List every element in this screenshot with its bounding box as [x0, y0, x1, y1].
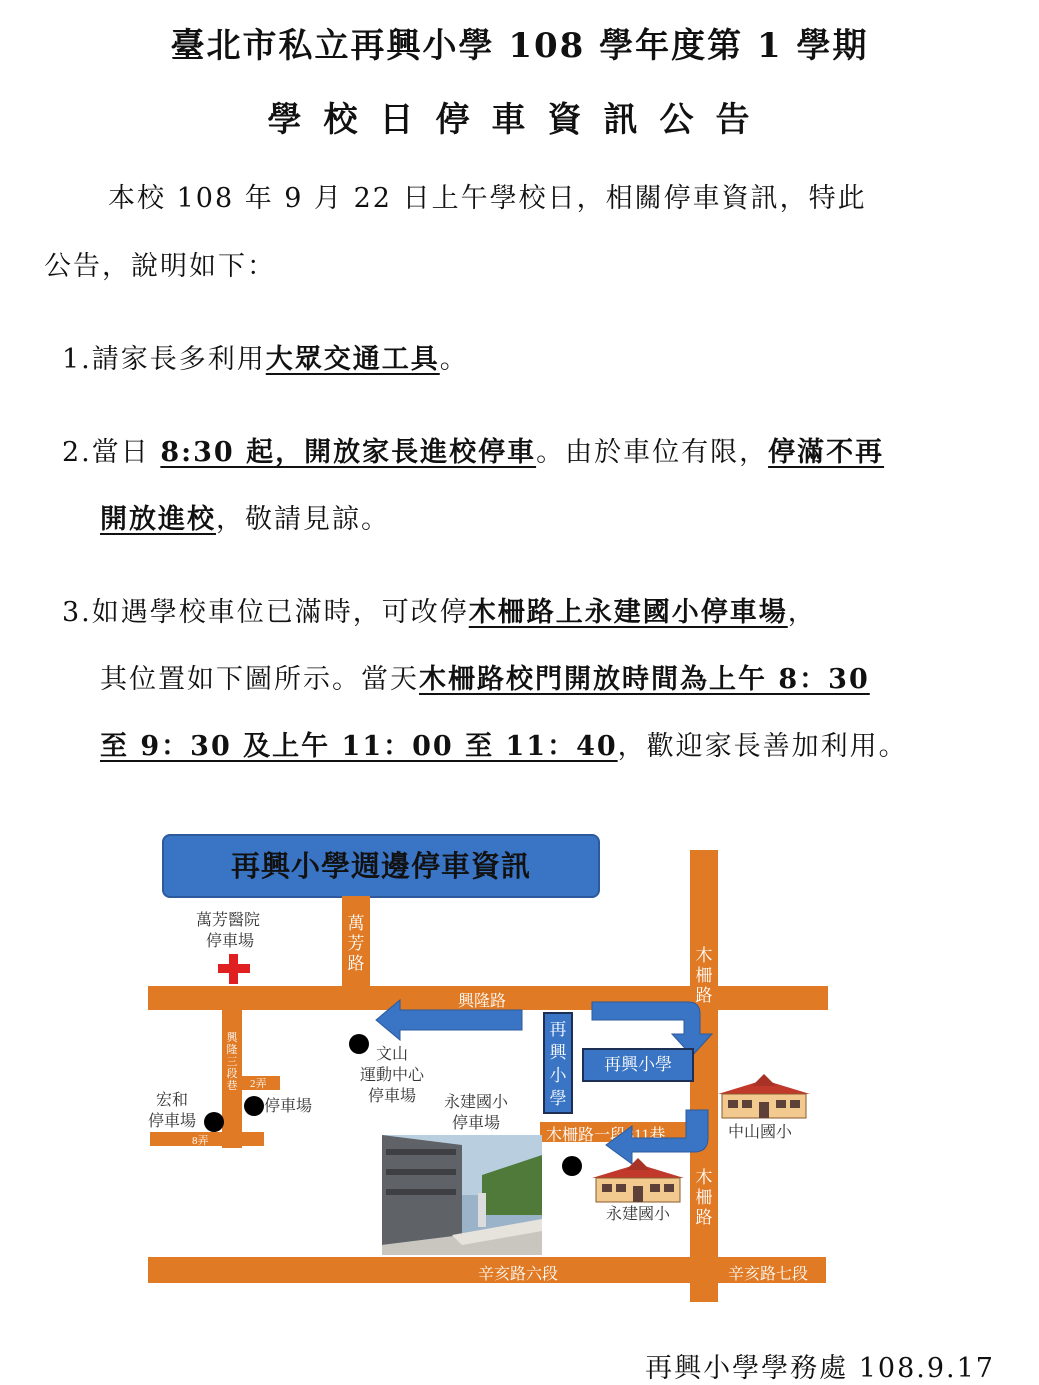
- arrow-left-bottom: [606, 1110, 708, 1164]
- zhongshan-school-icon: [718, 1072, 810, 1120]
- item-3-number: 3.: [62, 597, 92, 628]
- item-3-line-2: [100, 657, 870, 696]
- item-1: [62, 337, 469, 376]
- footer-signature: 再興小學學務處 108.9.17: [645, 1353, 995, 1384]
- item-1-emphasis: 大眾交通工具: [265, 344, 440, 375]
- item-2-text-a: 當日: [91, 437, 161, 468]
- intro-line-2: 公告，說明如下：: [44, 251, 276, 282]
- school-horizontal-box: 再興小學: [582, 1048, 694, 1082]
- item-3-line-3: [100, 724, 908, 763]
- alley-label: 興隆三段巷: [226, 1032, 238, 1092]
- school-vertical-box: 再興小學: [543, 1012, 573, 1114]
- item-2-emphasis-b: 停滿不再: [768, 437, 885, 468]
- yongjian-parking-label: 永建國小 停車場: [444, 1094, 509, 1132]
- item-3-text-c: 其位置如下圖所示。當天: [100, 664, 419, 695]
- sports-center-label: 文山 運動中心 停車場: [359, 1046, 424, 1105]
- lane-8-label: 8弄: [192, 1135, 209, 1147]
- hongho-parking-dot: [204, 1112, 224, 1132]
- item-3-emphasis-b: 木柵路校門開放時間為上午 8：30: [419, 664, 870, 695]
- item-2-emphasis-c: 開放進校: [100, 504, 216, 535]
- item-2-text-b: 。由於車位有限，: [536, 437, 769, 468]
- zhongshan-label: 中山國小: [728, 1124, 793, 1141]
- item-3-line-1: [62, 590, 817, 629]
- parking-photo: [382, 1135, 542, 1255]
- hospital-cross-icon: [218, 954, 250, 984]
- alley-parking-label: 停車場: [264, 1098, 313, 1115]
- item-1-text: 請家長多利用: [91, 344, 266, 375]
- item-2-number: 2.: [62, 437, 92, 468]
- yongjian-school-icon: [592, 1158, 684, 1204]
- item-3-emphasis-c: 至 9：30 及上午 11：00 至 11：40: [100, 731, 618, 762]
- lane-2-label: 2弄: [250, 1078, 267, 1090]
- wanfang-road-label: 萬芳路: [347, 914, 365, 973]
- xinhai-6-label: 辛亥路六段: [478, 1266, 559, 1283]
- hospital-label: 萬芳醫院 停車場: [196, 912, 261, 950]
- muzha-lane-label: 木柵路一段311巷: [546, 1127, 666, 1144]
- page-title: 臺北市私立再興小學 108 學年度第 1 學期: [170, 26, 869, 66]
- xinglong-road-label: 興隆路: [458, 993, 507, 1010]
- yongjian-parking-dot: [562, 1156, 582, 1176]
- yongjian-label: 永建國小: [606, 1206, 671, 1223]
- item-2-text-c: ，敬請見諒。: [216, 504, 390, 535]
- map-banner: 再興小學週邊停車資訊: [162, 834, 600, 898]
- muzha-road-label-top: 木柵路: [695, 946, 713, 1005]
- item-3-text-b: ，: [787, 597, 817, 628]
- item-3-text-d: ，歡迎家長善加利用。: [617, 731, 908, 762]
- item-2-emphasis-a: 8:30 起，開放家長進校停車: [160, 437, 537, 468]
- item-1-end: 。: [439, 344, 469, 375]
- item-2-line-1: [62, 430, 884, 469]
- item-2-line-2: [100, 497, 390, 536]
- item-3-emphasis-a: 木柵路上永建國小停車場: [468, 597, 788, 628]
- page-subtitle: 學校日停車資訊公告: [267, 100, 772, 140]
- item-1-number: 1.: [62, 344, 92, 375]
- item-3-text-a: 如遇學校車位已滿時，可改停: [91, 597, 469, 628]
- xinhai-7-label: 辛亥路七段: [728, 1266, 809, 1283]
- alley-parking-dot: [244, 1096, 264, 1116]
- muzha-road-label-bottom: 木柵路: [695, 1168, 713, 1227]
- hongho-parking-label: 宏和 停車場: [148, 1092, 197, 1130]
- intro-line-1: 本校 108 年 9 月 22 日上午學校日，相關停車資訊，特此: [108, 183, 867, 214]
